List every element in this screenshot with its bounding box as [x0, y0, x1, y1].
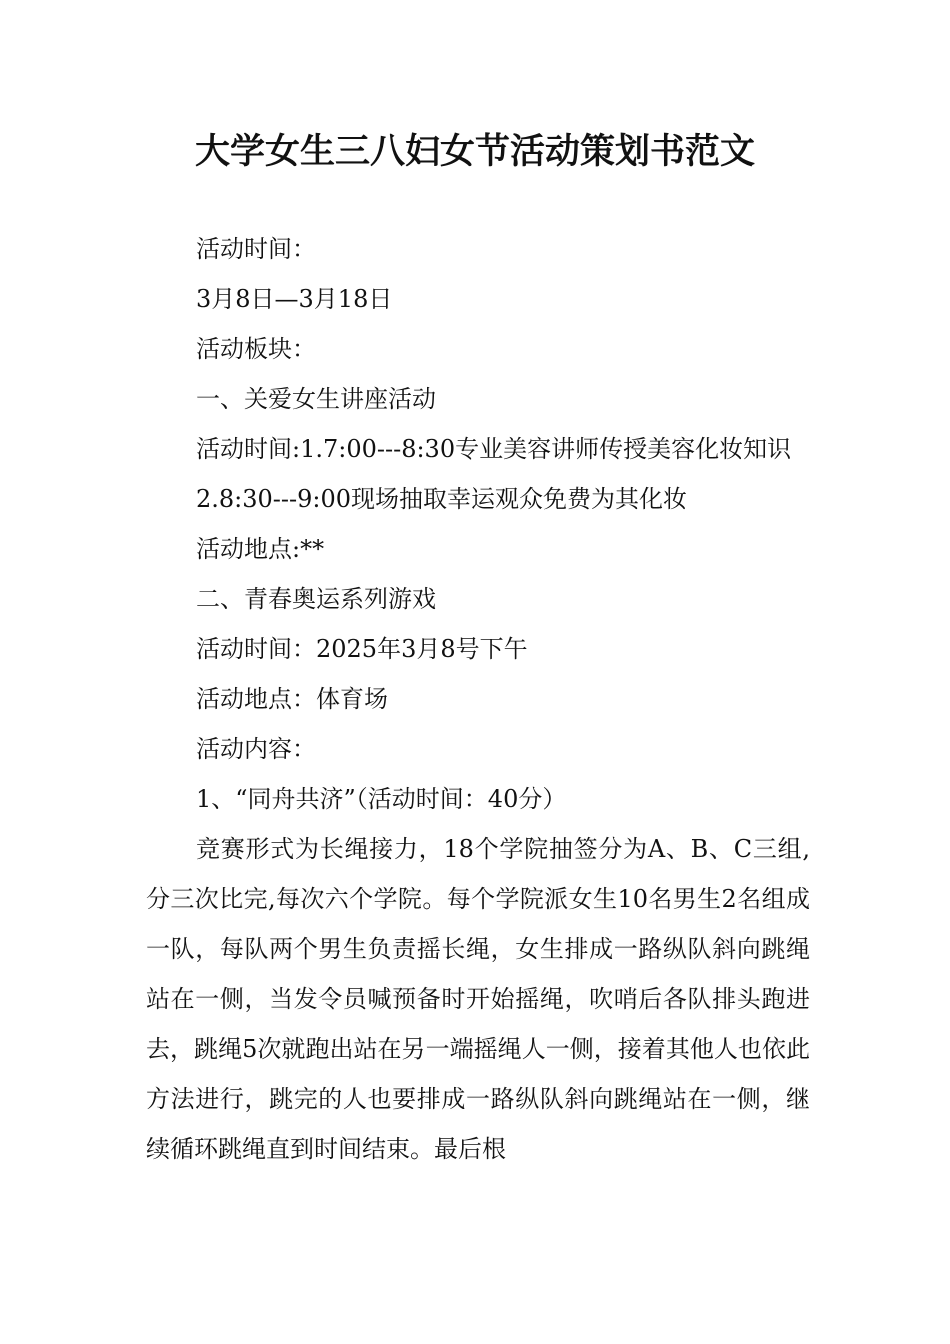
- paragraph: 2.8:30---9:00现场抽取幸运观众免费为其化妆: [196, 485, 688, 513]
- paragraph: 活动时间：2025年3月8号下午: [196, 635, 528, 663]
- paragraph: 活动时间:1.7:00---8:30专业美容讲师传授美容化妆知识: [196, 435, 792, 463]
- paragraph: 活动时间：: [196, 235, 316, 263]
- paragraph: 活动地点:**: [196, 535, 325, 563]
- paragraph: 一、关爱女生讲座活动: [196, 385, 436, 413]
- paragraph: 活动内容：: [196, 735, 316, 763]
- paragraph: 竞赛形式为长绳接力，18个学院抽签分为A、B、C三组,分三次比完,每次六个学院。每个学院派女生10名男生2名组成一队，每队两个男生负责摇长绳，女生排成一路纵队斜向跳绳站在一侧，当发令员喊预备时开始摇绳，吹哨后各队排头跑进去，跳绳5次就跑出站在另一端摇绳人一侧，接着其他人也依此方法进行，跳完的人也要排成一路纵队斜向跳绳站在一侧，继续循环跳绳直到时间结束。最后根: [146, 835, 810, 1163]
- document-title: 大学女生三八妇女节活动策划书范文: [194, 132, 755, 172]
- paragraph: 活动板块：: [196, 335, 316, 363]
- paragraph: 3月8日—3月18日: [196, 285, 393, 313]
- paragraph: 二、青春奥运系列游戏: [196, 585, 436, 613]
- paragraph: 1、“同舟共济”（活动时间：40分）: [196, 785, 567, 813]
- paragraph: 活动地点：体育场: [196, 685, 388, 713]
- document-body: [146, 224, 810, 1174]
